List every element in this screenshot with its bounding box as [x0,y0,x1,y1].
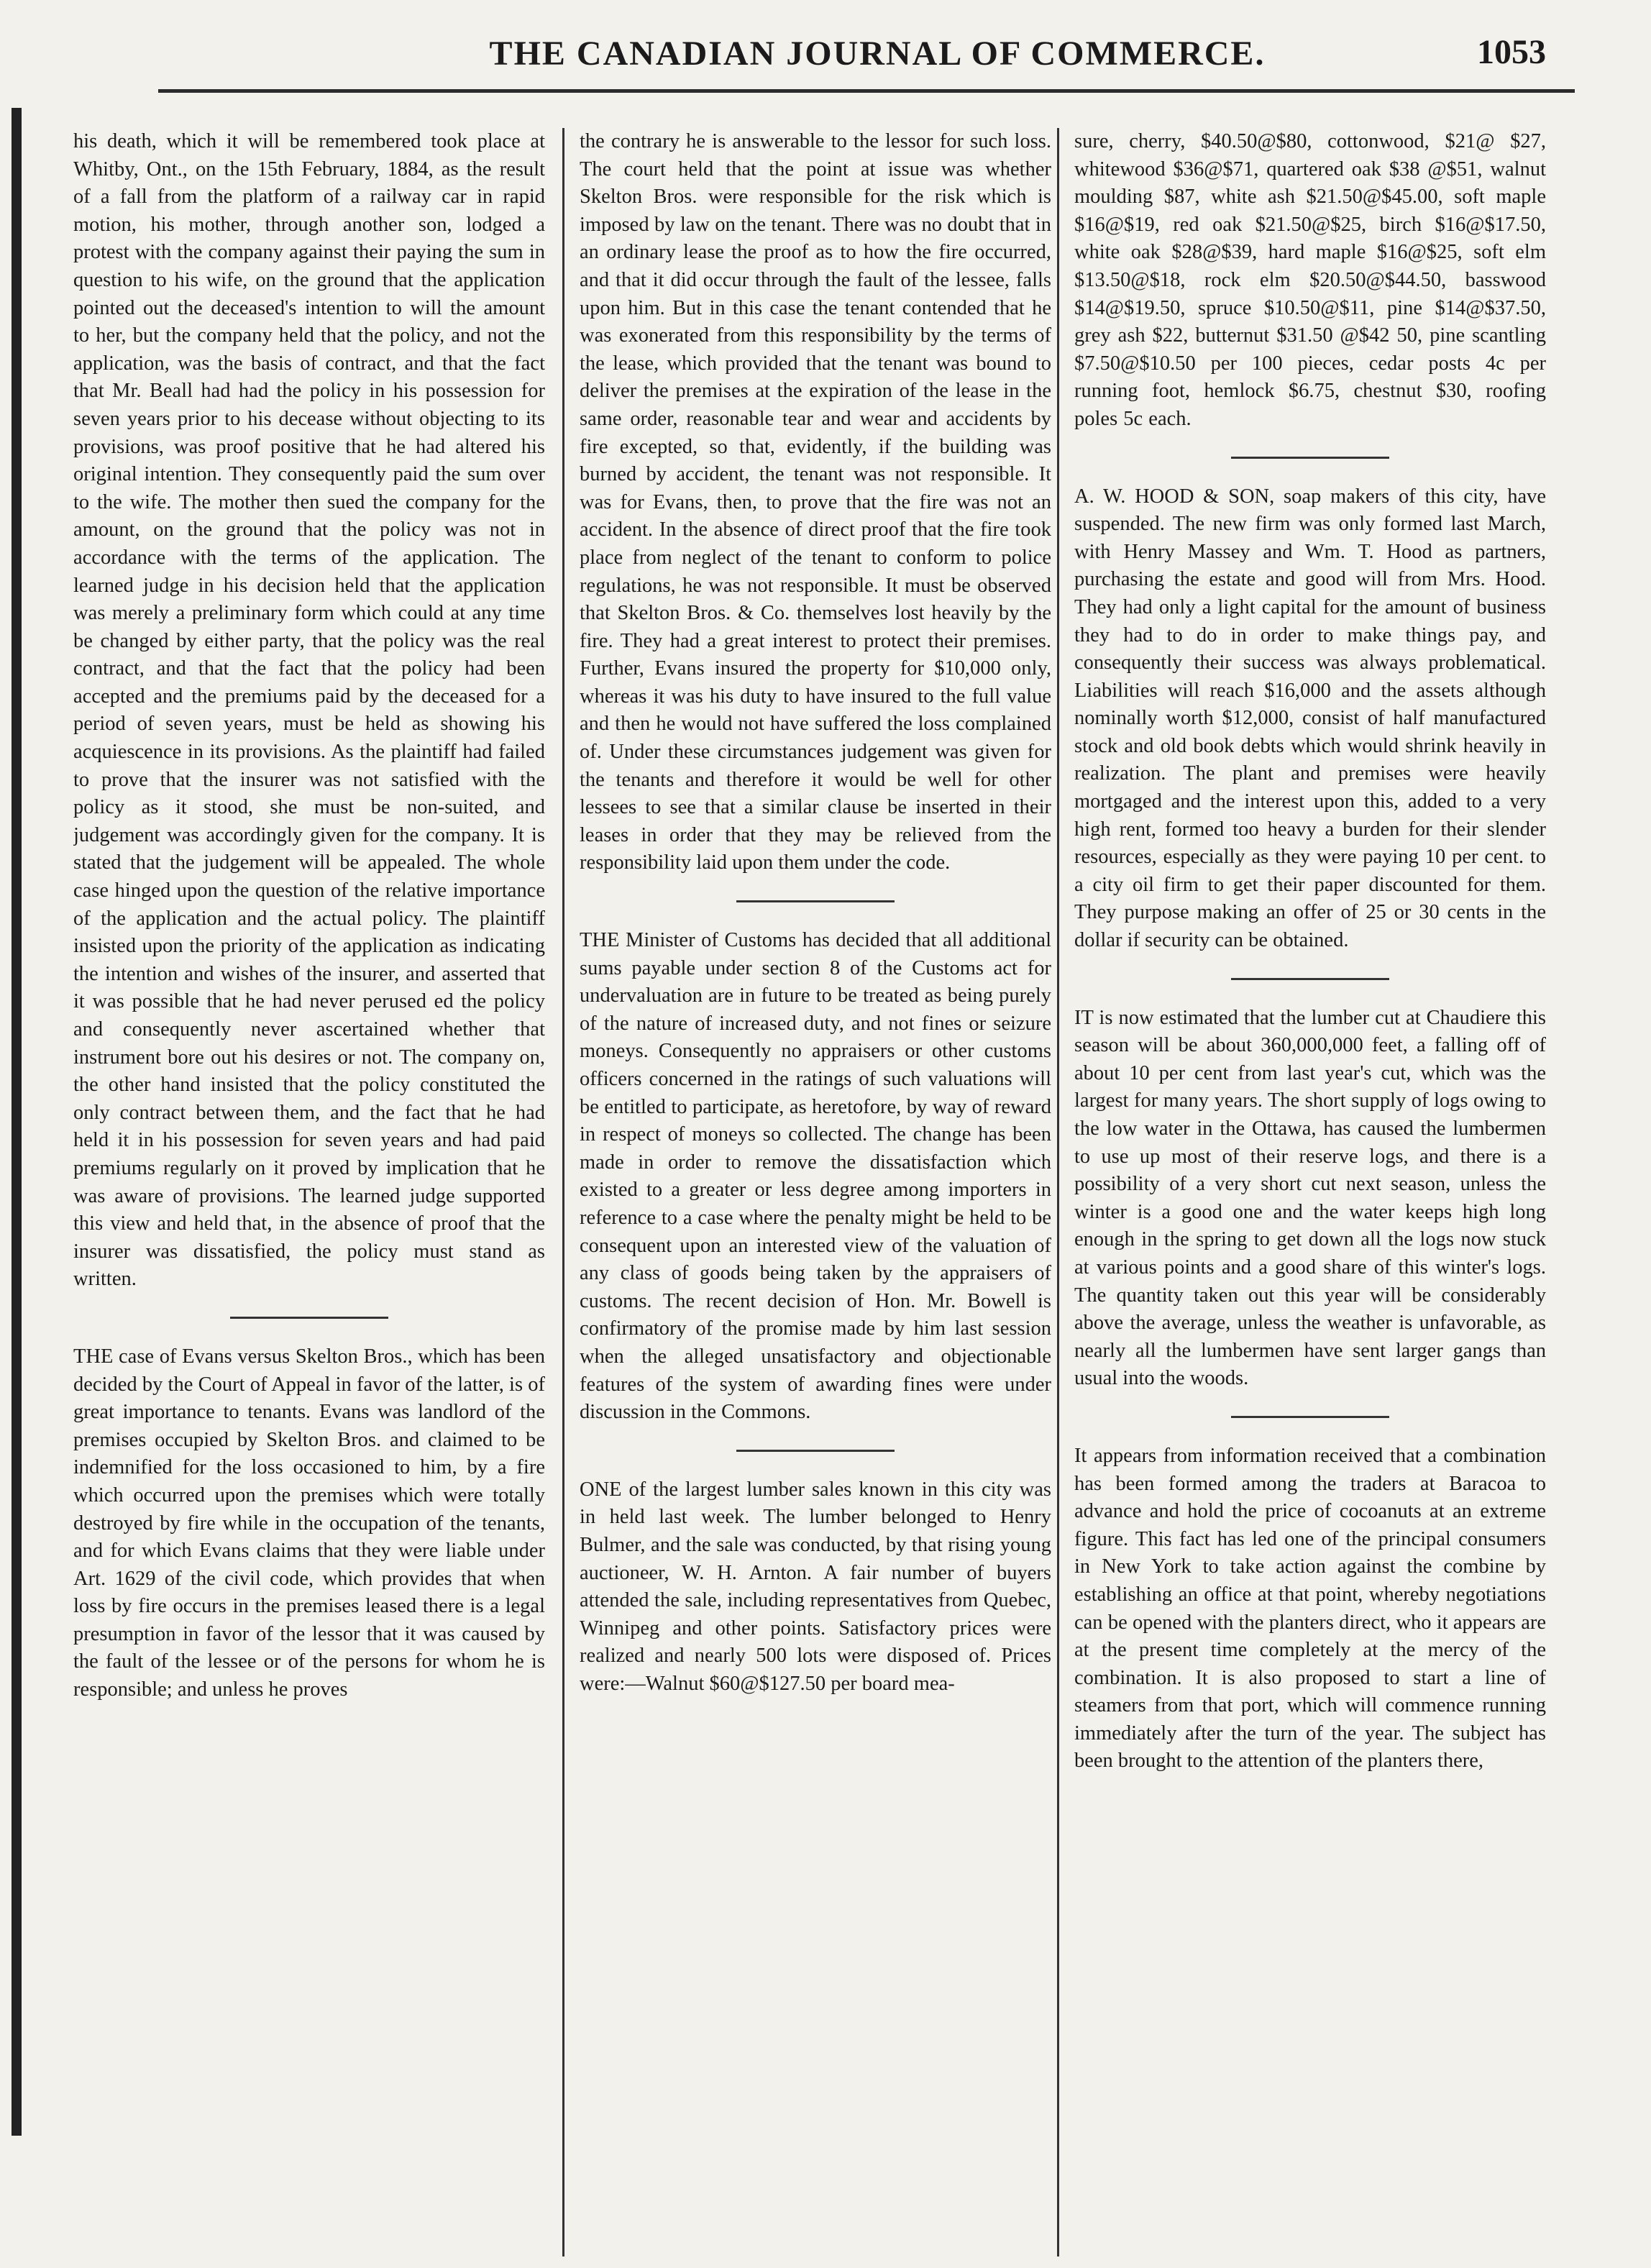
journal-title: THE CANADIAN JOURNAL OF COMMERCE. [489,35,1266,73]
article-evans-skelton: THE case of Evans versus Skelton Bros., which has been decided by the Court of Appeal in favor of the latter, is of great importance to tenants. Evans was landlord of the premises occupied by Skelton Bros. and claimed to be indemnified for the loss occasioned to him, by a fire which occurred upon the premises which were totally destroyed by fire while in the occupation of the tenants, and for which Evans claims that they were liable under Art. 1629 of the civil code, which provides that when loss by fire occurs in the premises leased there is a legal presumption in favor of the lessor that it was caused by the fault of the lessee or of the persons for whom he is responsible; and unless he proves [73,1345,545,1701]
header-rule [158,89,1575,93]
article-lumber-prices: sure, cherry, $40.50@$80, cottonwood, $21@ $27, whitewood $36@$71, quartered oak $38 @$51, walnut moulding $87, white ash $21.50@$45.00, soft maple $16@$19, red oak $21.50@$25, birch $16@$17.50, white oak $28@$39, hard maple $16@$25, soft elm $13.50@$18, rock elm $20.50@$44.50, basswood $14@$19.50, spruce $10.50@$11, pine $14@$37.50, grey ash $22, butternut $31.50 @$42 50, pine scantling $7.50@$10.50 per 100 pieces, cedar posts 4c per running foot, hemlock $6.75, chestnut $30, roofing poles 5c each. [1074,130,1546,430]
article-separator [1231,1416,1389,1418]
article-lumber-sale: ONE of the largest lumber sales known in this city was in held last week. The lumber belonged to Henry Bulmer, and the sale was conducted, by that rising young auctioneer, W. H. Arnton. A fair number of buyers attended the sale, including representatives from Quebec, Winnipeg and other points. Satisfactory prices were realized and nearly 500 lots were disposed of. Prices were:—Walnut $60@$127.50 per board mea- [580,1478,1051,1695]
article-hood-and-son: A. W. HOOD & SON, soap makers of this city, have suspended. The new firm was only formed last March, with Henry Massey and Wm. T. Hood as partners, purchasing the estate and good will from Mrs. Hood. They had only a light capital for the amount of business they had to do in order to make things pay, and consequently their success was always problematical. Liabilities will reach $16,000 and the assets although nominally worth $12,000, consist of half manufactured stock and old book debts which would shrink heavily in realization. The plant and premises were heavily mortgaged and the interest upon this, added to a very high rent, formed too heavy a burden for their slender resources, especially as they were paying 10 per cent. to a city oil firm to get their paper discounted for them. They purpose making an offer of 25 or 30 cents in the dollar if security can be obtained. [1074,485,1546,952]
article-evans-skelton-continued: the contrary he is answerable to the lessor for such loss. The court held that the point at issue was whether Skelton Bros. were responsible for the risk which is imposed by law on the tenant. There was no doubt that in an ordinary lease the proof as to how the fire occurred, and that it did occur through the fault of the lessee, falls upon him. But in this case the tenant contended that he was exonerated from this responsibility by the terms of the lease, which provided that the tenant was bound to deliver the premises at the expiration of the lease in the same order, reasonable tear and wear and accidents by fire excepted, so that, evidently, if the building was burned by accident, the tenant was not responsible. It was for Evans, then, to prove that the fire was not an accident. In the absence of direct proof that the fire took place from neglect of the tenant to conform to police regulations, he was not responsible. It must be observed that Skelton Bros. & Co. themselves lost heavily by the fire. They had a great interest to protect their premises. Further, Evans insured the property for $10,000 only, whereas it was his duty to have insured to the full value and then he would not have suffered the loss complained of. Under these circumstances judgement was given for the tenants and therefore it would be well for other lessees to see that a similar clause be inserted in their leases in order that they may be relieved from the responsibility laid upon them under the code. [580,130,1051,874]
article-separator [736,900,895,902]
binding-edge [12,108,22,2136]
article-baracoa-cocoanuts: It appears from information received that a combination has been formed among the traders at Baracoa to advance and hold the price of cocoanuts at an extreme figure. This fact has led one of the principal consumers in New York to take action against the combine by establishing an office at that point, whereby negotiations can be opened with the planters direct, who it appears are at the present time completely at the mercy of the combination. It is also proposed to start a line of steamers from that port, which will commence running immediately after the turn of the year. The subject has been brought to the attention of the planters there, [1074,1444,1546,1773]
article-separator [1231,457,1389,459]
column-2 [580,128,1051,2249]
column-divider-2 [1057,128,1059,2256]
page-number: 1053 [1477,33,1546,71]
article-chaudiere-lumber-cut: IT is now estimated that the lumber cut at Chaudiere this season will be about 360,000,000 feet, a falling off of about 10 per cent from last year's cut, which was the largest for many years. The short supply of logs owing to the low water in the Ottawa, has caused the lumbermen to use up most of their reserve logs, and there is a possibility of a very short cut next season, unless the winter is a good one and the water keeps high long enough in the spring to get down all the logs now stuck at various points and a good share of this winter's logs. The quantity taken out this year will be considerably above the average, unless the weather is unfavorable, as nearly all the lumbermen have sent larger gangs than usual into the woods. [1074,1006,1546,1390]
column-divider-1 [562,128,564,2256]
article-separator [736,1450,895,1452]
column-1 [73,128,545,2249]
page-header [158,30,1575,95]
article-separator [1231,978,1389,980]
article-beall-insurance-case: his death, which it will be remembered took place at Whitby, Ont., on the 15th February, 1884, as the result of a fall from the platform of a railway car in rapid motion, his mother, through another son, lodged a protest with the company against their paying the sum in question to his wife, on the ground that the application pointed out the deceased's intention to will the amount to her, but the company held that the policy, and not the application, was the basis of contract, and that the fact that Mr. Beall had had the policy in his possession for seven years prior to his decease without objecting to its provisions, was proof positive that he had altered his original intention. They consequently paid the sum over to the wife. The mother then sued the company for the amount, on the ground that the policy was not in accordance with the terms of the application. The learned judge in his decision held that the application was merely a preliminary form which could at any time be changed by either party, that the policy was the real contract, and that the fact that the policy had been accepted and the premiums paid by the deceased for a period of seven years, must be held as showing his acquiescence in its provisions. As the plaintiff had failed to prove that the insurer was not satisfied with the policy as it stood, she must be non-suited, and judgement was accordingly given for the company. It is stated that the judgement will be appealed. The whole case hinged upon the question of the relative importance of the application and the actual policy. The plaintiff insisted upon the priority of the application as indicating the intention and wishes of the insurer, and asserted that it was possible that he had never perused ed the policy and consequently never ascertained whether that instrument bore out his desires or not. The company on, the other hand insisted that the policy constituted the only contract between them, and the fact that he had held it in his possession for seven years and had paid premiums regularly on it proved by implication that he was aware of provisions. The learned judge supported this view and held that, in the absence of proof that the insurer was dissatisfied, the policy must stand as written. [73,130,545,1291]
column-3 [1074,128,1546,2249]
article-separator [230,1317,388,1319]
article-minister-of-customs: THE Minister of Customs has decided that all additional sums payable under section 8 of the Customs act for undervaluation are in future to be treated as being purely of the nature of increased duty, and not fines or seizure moneys. Consequently no appraisers or other customs officers concerned in the ratings of such valuations will be entitled to participate, as heretofore, by way of reward in respect of moneys so collected. The change has been made in order to remove the dissatisfaction which existed to a greater or less degree among importers in reference to a case where the penalty might be held to be consequent upon an interested view of the valuation of any class of goods being taken by the appraisers of customs. The recent decision of Hon. Mr. Bowell is confirmatory of the promise made by him last session when the alleged unsatisfactory and objectionable features of the system of awarding fines were under discussion in the Commons. [580,929,1051,1424]
